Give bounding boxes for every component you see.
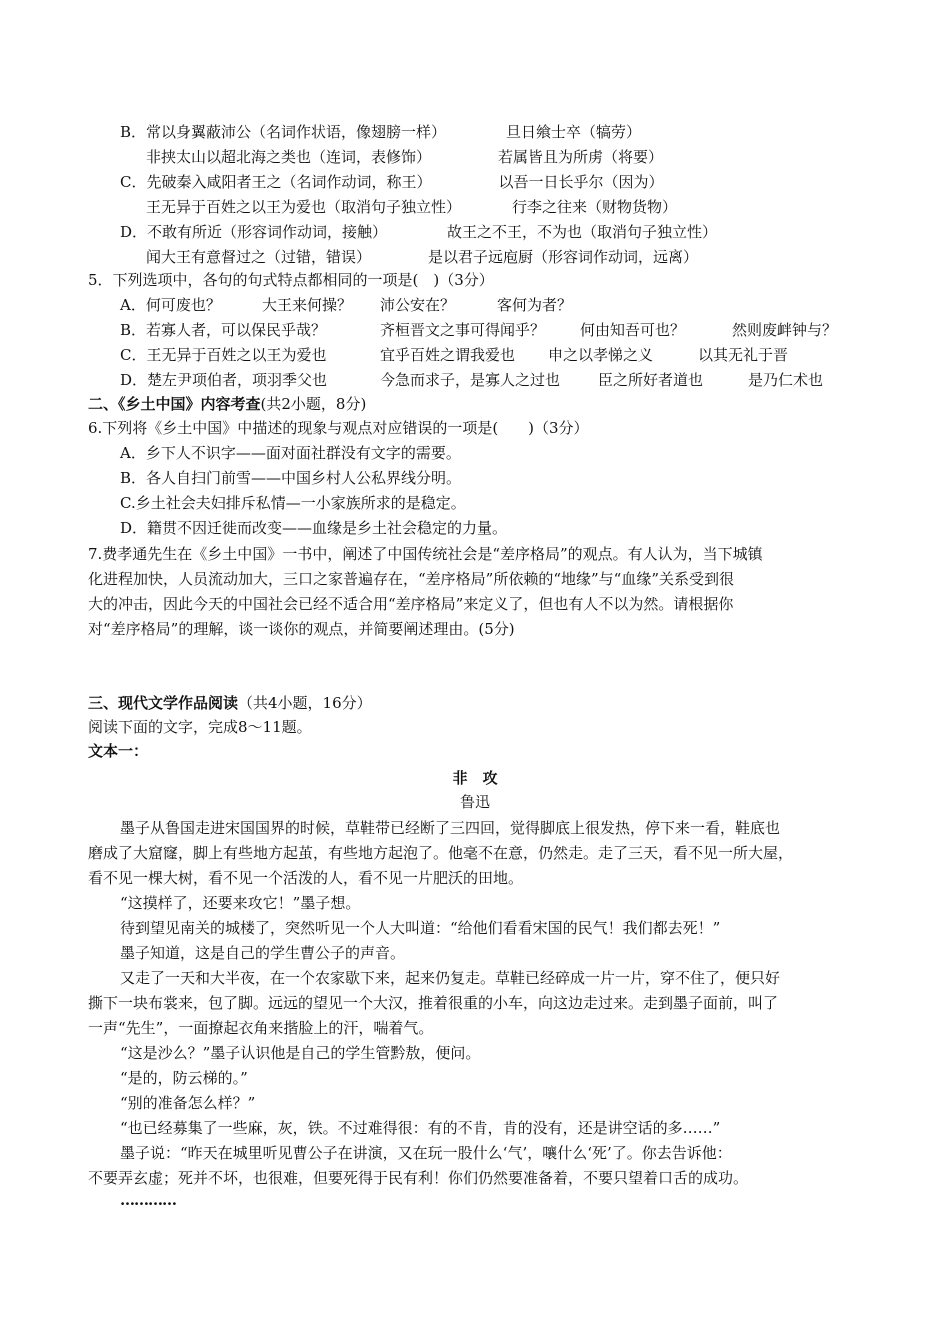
q5-b-2: 齐桓晋文之事可得闻乎？ — [380, 321, 546, 339]
q5-option-d — [120, 370, 823, 390]
q7-line-3: 大的冲击，因此今天的中国社会已经不适合用“差序格局”来定义了，但也有人不以为然。请根据你 — [88, 595, 734, 613]
story-line-12: “别的准备怎么样？” — [120, 1094, 256, 1112]
q4-option-c-line2 — [146, 197, 677, 217]
text-one-label: 文本一： — [88, 742, 149, 760]
section3-note: （共4小题，16分） — [238, 694, 372, 712]
q5-b-4: 然则废衅钟与？ — [732, 321, 838, 339]
option-label: C． — [120, 173, 147, 191]
q5-a-3: 沛公安在？ — [380, 296, 456, 314]
q6-option-b: B．各人自扫门前雪——中国乡村人公私界线分明。 — [120, 469, 462, 487]
q4-option-b-line2 — [146, 147, 663, 167]
q7-line-2: 化进程加快，人员流动加大，三口之家普遍存在，“差序格局”所依赖的“地缘”与“血缘”关系受到很 — [88, 570, 735, 588]
story-line-1: 墨子从鲁国走进宋国国界的时候，草鞋带已经断了三四回，觉得脚底上很发热，停下来一看，鞋底也 — [120, 819, 781, 837]
section2-note: (共2小题，8分) — [260, 395, 367, 413]
story-line-13: “也已经募集了一些麻，灰，铁。不过难得很：有的不肯，肯的没有，还是讲空话的多……” — [120, 1119, 721, 1137]
q6-stem: 6.下列将《乡土中国》中描述的现象与观点对应错误的一项是( )（3分） — [88, 419, 589, 437]
q5-a-1: A．何可废也？ — [120, 296, 221, 314]
q5-c-3: 申之以孝悌之义 — [548, 346, 654, 364]
story-line-11: “是的，防云梯的。” — [120, 1069, 248, 1087]
q5-d-1: D．楚左尹项伯者，项羽季父也 — [120, 371, 328, 389]
q4-b1-b: 旦日飨士卒（犒劳） — [506, 123, 642, 141]
q5-a-2: 大王来何操？ — [262, 296, 353, 314]
q4-b2-b: 若属皆且为所虏（将要） — [498, 148, 664, 166]
q4-b2-a: 非挟太山以超北海之类也（连词，表修饰） — [146, 148, 432, 166]
story-title: 非 攻 — [452, 769, 498, 787]
section3-title: 三、现代文学作品阅读 — [88, 694, 239, 712]
story-line-9: 一声“先生”，一面撩起衣角来揩脸上的汗，喘着气。 — [88, 1019, 434, 1037]
q4-d1-b: 故王之不王，不为也（取消句子独立性） — [447, 223, 718, 241]
q4-option-b-line1 — [120, 122, 641, 142]
q5-c-4: 以其无礼于晋 — [698, 346, 789, 364]
section3-instruction: 阅读下面的文字，完成8～11题。 — [88, 718, 312, 736]
q5-b-3: 何由知吾可也？ — [580, 321, 686, 339]
q5-c-1: C．王无异于百姓之以王为爱也 — [120, 346, 327, 364]
q4-option-c-line1 — [120, 172, 664, 192]
section3-heading — [88, 693, 372, 713]
story-line-5: 待到望见南关的城楼了，突然听见一个人大叫道：“给他们看看宋国的民气！我们都去死！” — [120, 919, 721, 937]
q7-line-4: 对“差序格局”的理解，谈一谈你的观点，并简要阐述理由。(5分) — [88, 620, 515, 638]
story-line-10: “这是沙么？”墨子认识他是自己的学生管黔敖，便问。 — [120, 1044, 481, 1062]
q5-stem: 5．下列选项中，各句的句式特点都相同的一项是( )（3分） — [88, 271, 494, 289]
story-ellipsis: ………… — [120, 1191, 176, 1209]
q7-line-1: 7.费孝通先生在《乡土中国》一书中，阐述了中国传统社会是“差序格局”的观点。有人认为，当下城镇 — [88, 545, 763, 563]
q6-option-a: A．乡下人不识字——面对面社群没有文字的需要。 — [120, 444, 461, 462]
q5-b-1: B．若寡人者，可以保民乎哉？ — [120, 321, 327, 339]
q4-c1-a: 先破秦入咸阳者王之（名词作动词，称王） — [146, 173, 432, 191]
q6-option-d: D．籍贯不因迁徙而改变——血缘是乡土社会稳定的力量。 — [120, 519, 508, 537]
q5-option-a — [120, 295, 572, 315]
q4-b1-a: 常以身翼蔽沛公（名词作状语，像翅膀一样） — [146, 123, 447, 141]
q5-a-4: 客何为者？ — [497, 296, 573, 314]
section2-title: 二、《乡土中国》内容考查 — [88, 395, 261, 413]
option-label: D． — [120, 223, 148, 241]
q4-option-d-line2 — [146, 247, 698, 267]
q4-c2-b: 行李之往来（财物货物） — [512, 198, 678, 216]
story-line-15: 不要弄玄虚；死并不坏，也很难，但要死得于民有利！你们仍然要准备着，不要只望着口舌的成功。 — [88, 1169, 749, 1187]
story-author: 鲁迅 — [459, 793, 490, 811]
q5-c-2: 宜乎百姓之谓我爱也 — [380, 346, 516, 364]
q4-c2-a: 王无异于百姓之以王为爱也（取消句子独立性） — [146, 198, 462, 216]
story-line-2: 磨成了大窟窿，脚上有些地方起茧，有些地方起泡了。他毫不在意，仍然走。走了三天，看不见一所大屋， — [88, 844, 794, 862]
q5-d-4: 是乃仁术也 — [748, 371, 824, 389]
q6-option-c: C.乡土社会夫妇排斥私情—一小家族所求的是稳定。 — [120, 494, 466, 512]
story-line-7: 又走了一天和大半夜，在一个农家歇下来，起来仍复走。草鞋已经碎成一片一片，穿不住了，便只好 — [120, 969, 781, 987]
q4-d1-a: 不敢有所近（形容词作动词，接触） — [147, 223, 388, 241]
q5-d-2: 今急而求子，是寡人之过也 — [380, 371, 561, 389]
story-line-3: 看不见一棵大树，看不见一个活泼的人，看不见一片肥沃的田地。 — [88, 869, 524, 887]
option-label: B． — [120, 123, 147, 141]
q4-c1-b: 以吾一日长乎尔（因为） — [498, 173, 664, 191]
story-line-4: “这摸样了，还要来攻它！”墨子想。 — [120, 894, 361, 912]
story-line-8: 撕下一块布裳来，包了脚。远远的望见一个大汉，推着很重的小车，向这边走过来。走到墨子面前，叫了 — [88, 994, 779, 1012]
q4-d2-a: 闻大王有意督过之（过错，错误） — [146, 248, 372, 266]
section2-heading — [88, 394, 366, 414]
story-line-6: 墨子知道，这是自己的学生曹公子的声音。 — [120, 944, 406, 962]
story-line-14: 墨子说：“昨天在城里听见曹公子在讲演，又在玩一股什么‘气’，嚷什么‘死’了。你去告诉他： — [120, 1144, 732, 1162]
q5-option-c — [120, 345, 788, 365]
q5-d-3: 臣之所好者道也 — [598, 371, 704, 389]
q4-d2-b: 是以君子远庖厨（形容词作动词，远离） — [428, 248, 699, 266]
q5-option-b — [120, 320, 837, 340]
q4-option-d-line1 — [120, 222, 717, 242]
